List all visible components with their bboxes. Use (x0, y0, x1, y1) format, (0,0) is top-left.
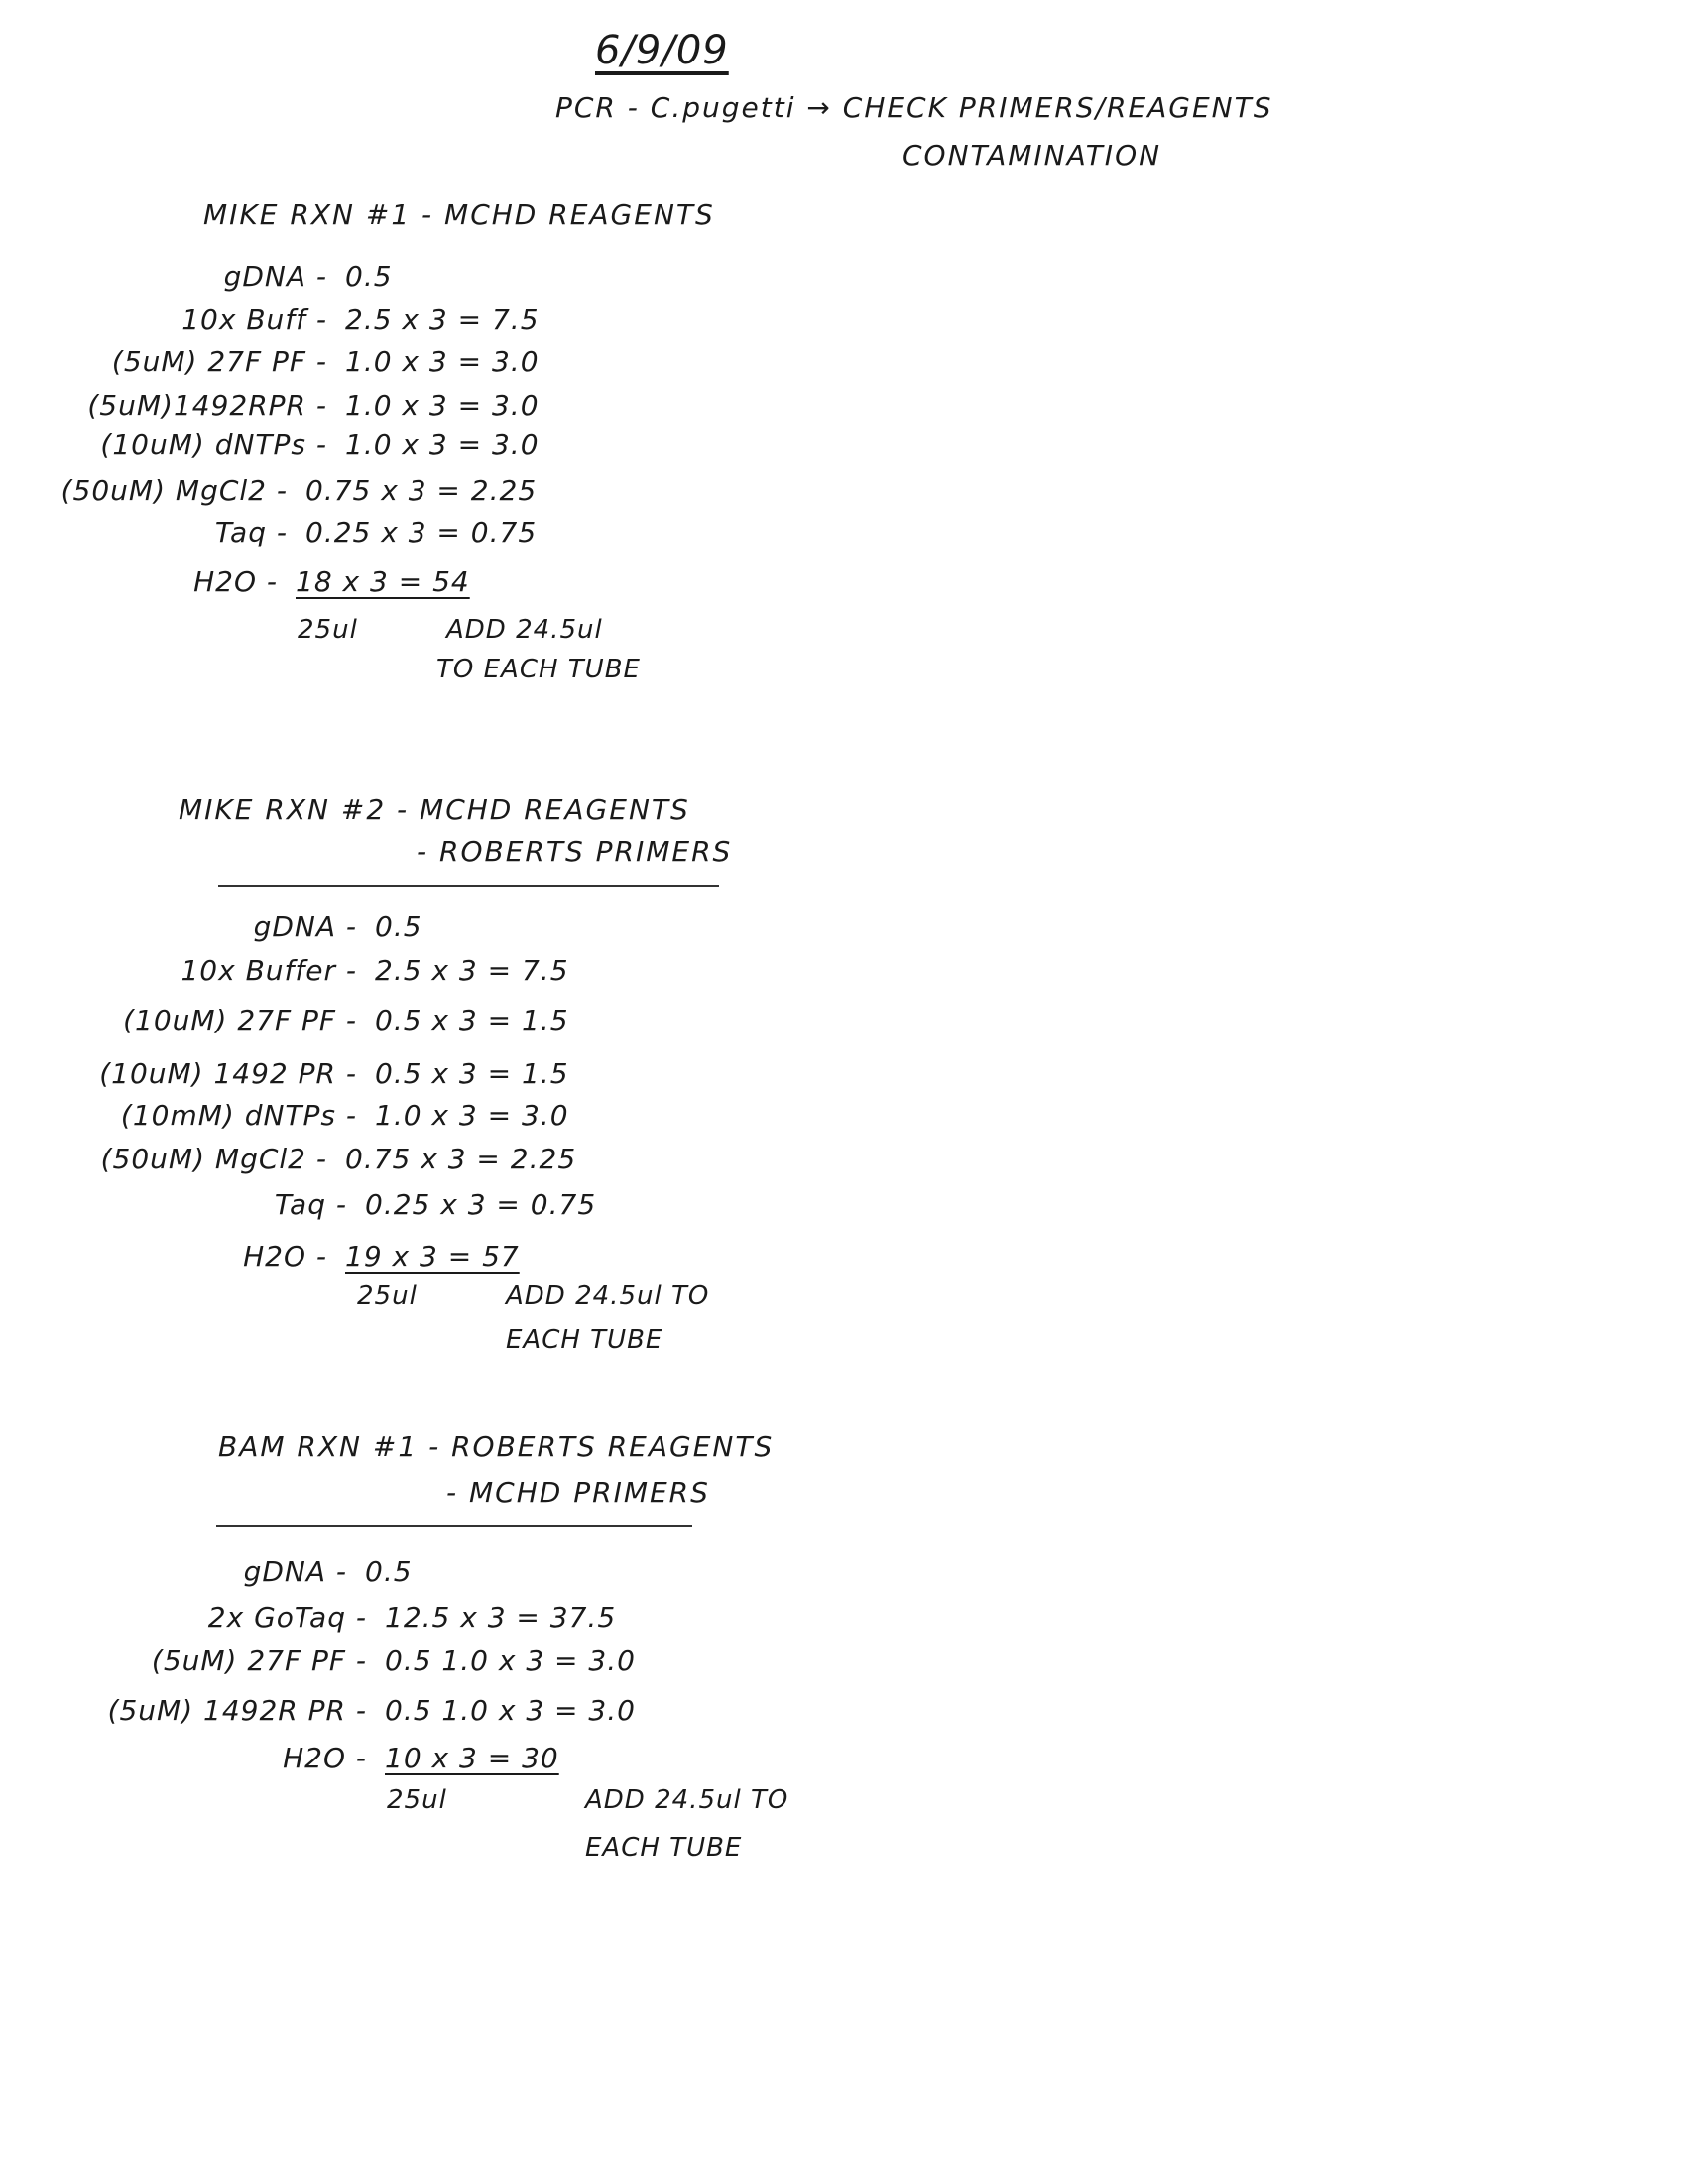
reagent-value: 0.5 x 3 = 1.5 (375, 1004, 569, 1036)
instruction-note-continued: EACH TUBE (506, 1325, 663, 1355)
reagent-row (40, 389, 540, 422)
section-2-subtitle: - ROBERTS PRIMERS (417, 835, 733, 868)
reagent-row (40, 565, 470, 598)
total-volume: 25ul (387, 1785, 447, 1815)
section-2-title: MIKE RXN #2 - MCHD REAGENTS (179, 793, 690, 826)
reagent-row (40, 260, 393, 293)
reagent-value: 18 x 3 = 54 (296, 565, 470, 598)
reagent-value: 2.5 x 3 = 7.5 (375, 954, 569, 987)
reagent-value: 0.5 (365, 1555, 413, 1588)
reagent-value: 0.75 x 3 = 2.25 (305, 474, 538, 507)
instruction-note: ADD 24.5ul TO (585, 1785, 789, 1815)
reagent-row (40, 516, 537, 548)
reagent-row (40, 1601, 616, 1634)
reagent-row (40, 1188, 596, 1221)
reagent-label: (5uM) 27F PF - (111, 345, 327, 378)
reagent-label: 10x Buff - (181, 303, 327, 336)
reagent-value: 0.5 1.0 x 3 = 3.0 (385, 1694, 636, 1727)
section-1-title: MIKE RXN #1 - MCHD REAGENTS (203, 198, 715, 231)
instruction-note-continued: TO EACH TUBE (436, 655, 641, 684)
reagent-row (40, 1057, 569, 1090)
reagent-label: (5uM)1492RPR - (87, 389, 327, 422)
reagent-label: (10uM) 27F PF - (123, 1004, 357, 1036)
reagent-label: Taq - (214, 516, 288, 548)
reagent-label: H2O - (283, 1742, 367, 1774)
reagent-label: (10uM) dNTPs - (100, 428, 327, 461)
reagent-row (40, 303, 540, 336)
section-divider (218, 885, 719, 887)
reagent-row (40, 910, 422, 943)
reagent-value: 0.25 x 3 = 0.75 (305, 516, 538, 548)
instruction-note: ADD 24.5ul TO (506, 1281, 710, 1311)
reagent-row (40, 1004, 569, 1036)
reagent-label: H2O - (243, 1240, 327, 1273)
reagent-row (40, 428, 540, 461)
reagent-label: (50uM) MgCl2 - (60, 474, 288, 507)
reagent-value: 1.0 x 3 = 3.0 (375, 1099, 569, 1132)
section-3-title: BAM RXN #1 - ROBERTS REAGENTS (218, 1430, 775, 1463)
page-header-continued: CONTAMINATION (903, 139, 1162, 172)
reagent-value: 1.0 x 3 = 3.0 (345, 389, 540, 422)
reagent-label: 2x GoTaq - (207, 1601, 367, 1634)
reagent-value: 2.5 x 3 = 7.5 (345, 303, 540, 336)
reagent-row (40, 474, 537, 507)
reagent-value: 0.5 1.0 x 3 = 3.0 (385, 1644, 636, 1677)
reagent-value: 1.0 x 3 = 3.0 (345, 345, 540, 378)
reagent-value: 0.25 x 3 = 0.75 (365, 1188, 597, 1221)
reagent-row (40, 1240, 520, 1273)
date: 6/9/09 (595, 28, 729, 73)
total-volume: 25ul (357, 1281, 418, 1311)
reagent-label: gDNA - (253, 910, 357, 943)
reagent-row (40, 1644, 636, 1677)
reagent-row (40, 345, 540, 378)
reagent-value: 0.5 (375, 910, 422, 943)
reagent-label: gDNA - (223, 260, 327, 293)
reagent-label: (5uM) 27F PF - (151, 1644, 367, 1677)
reagent-value: 19 x 3 = 57 (345, 1240, 520, 1273)
reagent-row (40, 954, 569, 987)
section-divider (216, 1525, 692, 1527)
reagent-label: gDNA - (243, 1555, 347, 1588)
reagent-label: (10mM) dNTPs - (120, 1099, 357, 1132)
reagent-value: 1.0 x 3 = 3.0 (345, 428, 540, 461)
reagent-row (40, 1099, 569, 1132)
reagent-row (40, 1694, 636, 1727)
section-3-subtitle: - MCHD PRIMERS (446, 1476, 710, 1509)
total-volume: 25ul (298, 615, 358, 645)
reagent-label: H2O - (193, 565, 278, 598)
reagent-label: (10uM) 1492 PR - (99, 1057, 357, 1090)
reagent-label: (5uM) 1492R PR - (107, 1694, 367, 1727)
reagent-value: 12.5 x 3 = 37.5 (385, 1601, 617, 1634)
instruction-note: ADD 24.5ul (446, 615, 603, 645)
reagent-label: 10x Buffer - (181, 954, 357, 987)
reagent-value: 0.5 x 3 = 1.5 (375, 1057, 569, 1090)
reagent-row (40, 1143, 576, 1175)
page-header: PCR - C.pugetti → CHECK PRIMERS/REAGENTS (555, 91, 1273, 124)
reagent-value: 10 x 3 = 30 (385, 1742, 559, 1774)
instruction-note-continued: EACH TUBE (585, 1833, 743, 1863)
reagent-label: Taq - (274, 1188, 347, 1221)
reagent-label: (50uM) MgCl2 - (100, 1143, 327, 1175)
reagent-row (40, 1555, 413, 1588)
reagent-value: 0.75 x 3 = 2.25 (345, 1143, 577, 1175)
reagent-row (40, 1742, 559, 1774)
reagent-value: 0.5 (345, 260, 393, 293)
